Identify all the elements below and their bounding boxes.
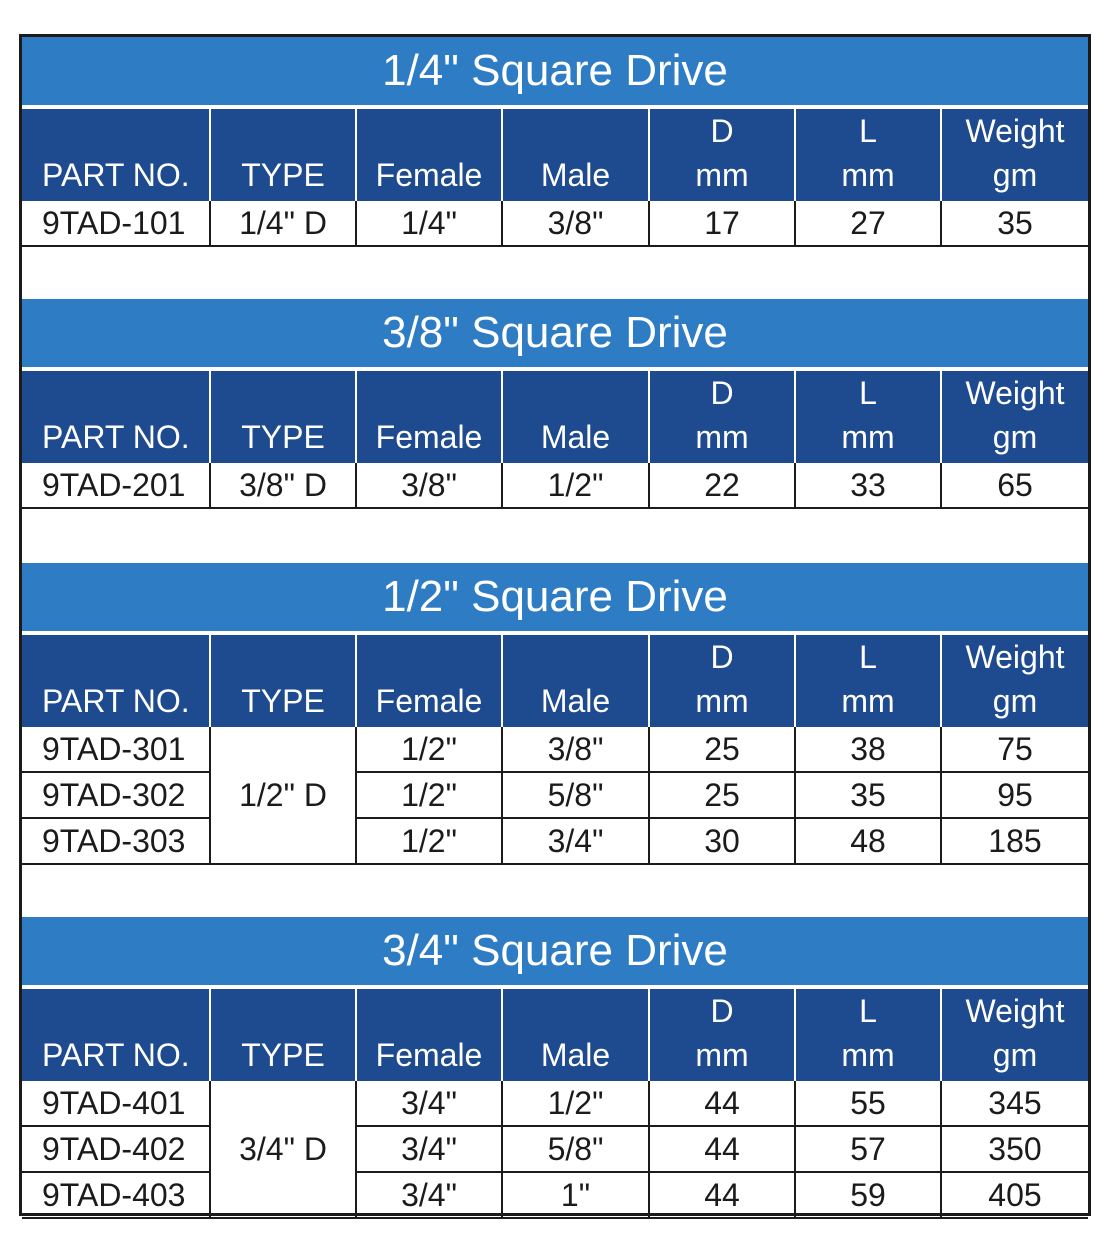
spec-table (22, 635, 1088, 865)
cell-female: 3/4" (356, 1081, 502, 1126)
header-part-no: PART NO. (22, 989, 210, 1081)
header-female: Female (356, 635, 502, 727)
cell-male: 3/8" (502, 201, 649, 246)
header-weight (941, 109, 1088, 201)
cell-weight: 405 (941, 1172, 1088, 1218)
table-row (22, 201, 1088, 246)
header-d (649, 371, 795, 463)
cell-l: 27 (795, 201, 941, 246)
header-l-unit: mm (841, 157, 895, 193)
cell-d: 44 (649, 1081, 795, 1126)
cell-part-no: 9TAD-101 (22, 201, 210, 246)
cell-weight: 35 (941, 201, 1088, 246)
header-row (22, 989, 1088, 1081)
cell-female: 3/8" (356, 463, 502, 508)
header-l-unit: mm (841, 1037, 895, 1073)
header-l (795, 635, 941, 727)
header-male: Male (502, 371, 649, 463)
cell-female: 3/4" (356, 1172, 502, 1218)
table-row (22, 1081, 1088, 1126)
cell-type: 1/4" D (210, 201, 356, 246)
section-half-inch (22, 563, 1088, 865)
cell-d: 25 (649, 772, 795, 818)
header-l-unit: mm (841, 683, 895, 719)
cell-weight: 185 (941, 818, 1088, 864)
cell-l: 55 (795, 1081, 941, 1126)
header-weight (941, 635, 1088, 727)
header-female: Female (356, 371, 502, 463)
header-female: Female (356, 109, 502, 201)
section-three-quarter-inch (22, 917, 1088, 1219)
header-weight-unit: gm (992, 1037, 1038, 1073)
header-weight-label: Weight (965, 993, 1065, 1029)
cell-d: 30 (649, 818, 795, 864)
header-weight-label: Weight (965, 375, 1065, 411)
header-type: TYPE (210, 109, 356, 201)
cell-male: 5/8" (502, 772, 649, 818)
header-weight-label: Weight (965, 639, 1065, 675)
cell-male: 1" (502, 1172, 649, 1218)
header-weight (941, 371, 1088, 463)
section-quarter-inch (22, 37, 1088, 247)
cell-d: 44 (649, 1126, 795, 1172)
cell-male: 1/2" (502, 1081, 649, 1126)
cell-d: 22 (649, 463, 795, 508)
table-row (22, 772, 1088, 818)
header-l (795, 371, 941, 463)
header-male: Male (502, 109, 649, 201)
cell-part-no: 9TAD-302 (22, 772, 210, 818)
header-l-unit: mm (841, 419, 895, 455)
cell-d: 17 (649, 201, 795, 246)
cell-type: 1/2" D (210, 727, 356, 864)
header-l-label: L (859, 639, 877, 675)
cell-male: 3/8" (502, 727, 649, 772)
spec-sheet (19, 34, 1091, 1216)
cell-l: 35 (795, 772, 941, 818)
table-row (22, 727, 1088, 772)
header-d-unit: mm (695, 1037, 749, 1073)
header-type: TYPE (210, 635, 356, 727)
header-l-label: L (859, 993, 877, 1029)
header-l (795, 109, 941, 201)
cell-part-no: 9TAD-401 (22, 1081, 210, 1126)
section-title: 3/8" Square Drive (22, 299, 1088, 371)
header-d-label: D (710, 375, 734, 411)
header-d (649, 109, 795, 201)
cell-part-no: 9TAD-201 (22, 463, 210, 508)
header-female: Female (356, 989, 502, 1081)
spec-table (22, 109, 1088, 247)
cell-l: 33 (795, 463, 941, 508)
cell-weight: 350 (941, 1126, 1088, 1172)
header-row (22, 109, 1088, 201)
cell-female: 1/2" (356, 818, 502, 864)
header-weight-label: Weight (965, 113, 1065, 149)
cell-type: 3/8" D (210, 463, 356, 508)
cell-male: 3/4" (502, 818, 649, 864)
table-row (22, 1172, 1088, 1218)
header-part-no: PART NO. (22, 109, 210, 201)
cell-female: 1/2" (356, 727, 502, 772)
header-male: Male (502, 989, 649, 1081)
cell-l: 59 (795, 1172, 941, 1218)
cell-d: 25 (649, 727, 795, 772)
header-row (22, 635, 1088, 727)
header-weight-unit: gm (992, 683, 1038, 719)
header-row (22, 371, 1088, 463)
cell-type: 3/4" D (210, 1081, 356, 1218)
table-row (22, 1126, 1088, 1172)
cell-female: 1/2" (356, 772, 502, 818)
cell-male: 5/8" (502, 1126, 649, 1172)
section-three-eighths-inch (22, 299, 1088, 509)
spec-table (22, 371, 1088, 509)
header-part-no: PART NO. (22, 635, 210, 727)
table-row (22, 818, 1088, 864)
header-d-label: D (710, 993, 734, 1029)
header-d-unit: mm (695, 683, 749, 719)
header-weight-unit: gm (992, 419, 1038, 455)
cell-weight: 65 (941, 463, 1088, 508)
table-row (22, 463, 1088, 508)
header-d (649, 635, 795, 727)
cell-weight: 95 (941, 772, 1088, 818)
header-weight-unit: gm (992, 157, 1038, 193)
header-d-label: D (710, 113, 734, 149)
cell-weight: 75 (941, 727, 1088, 772)
cell-l: 48 (795, 818, 941, 864)
cell-l: 57 (795, 1126, 941, 1172)
cell-l: 38 (795, 727, 941, 772)
header-part-no: PART NO. (22, 371, 210, 463)
cell-part-no: 9TAD-403 (22, 1172, 210, 1218)
cell-d: 44 (649, 1172, 795, 1218)
cell-female: 3/4" (356, 1126, 502, 1172)
cell-female: 1/4" (356, 201, 502, 246)
cell-part-no: 9TAD-402 (22, 1126, 210, 1172)
header-type: TYPE (210, 989, 356, 1081)
header-type: TYPE (210, 371, 356, 463)
cell-weight: 345 (941, 1081, 1088, 1126)
section-title: 1/2" Square Drive (22, 563, 1088, 635)
header-l-label: L (859, 375, 877, 411)
header-d-unit: mm (695, 157, 749, 193)
cell-part-no: 9TAD-303 (22, 818, 210, 864)
header-d-unit: mm (695, 419, 749, 455)
section-title: 3/4" Square Drive (22, 917, 1088, 989)
header-weight (941, 989, 1088, 1081)
header-l-label: L (859, 113, 877, 149)
header-d-label: D (710, 639, 734, 675)
header-male: Male (502, 635, 649, 727)
cell-part-no: 9TAD-301 (22, 727, 210, 772)
header-d (649, 989, 795, 1081)
section-title: 1/4" Square Drive (22, 37, 1088, 109)
spec-table (22, 989, 1088, 1219)
cell-male: 1/2" (502, 463, 649, 508)
header-l (795, 989, 941, 1081)
